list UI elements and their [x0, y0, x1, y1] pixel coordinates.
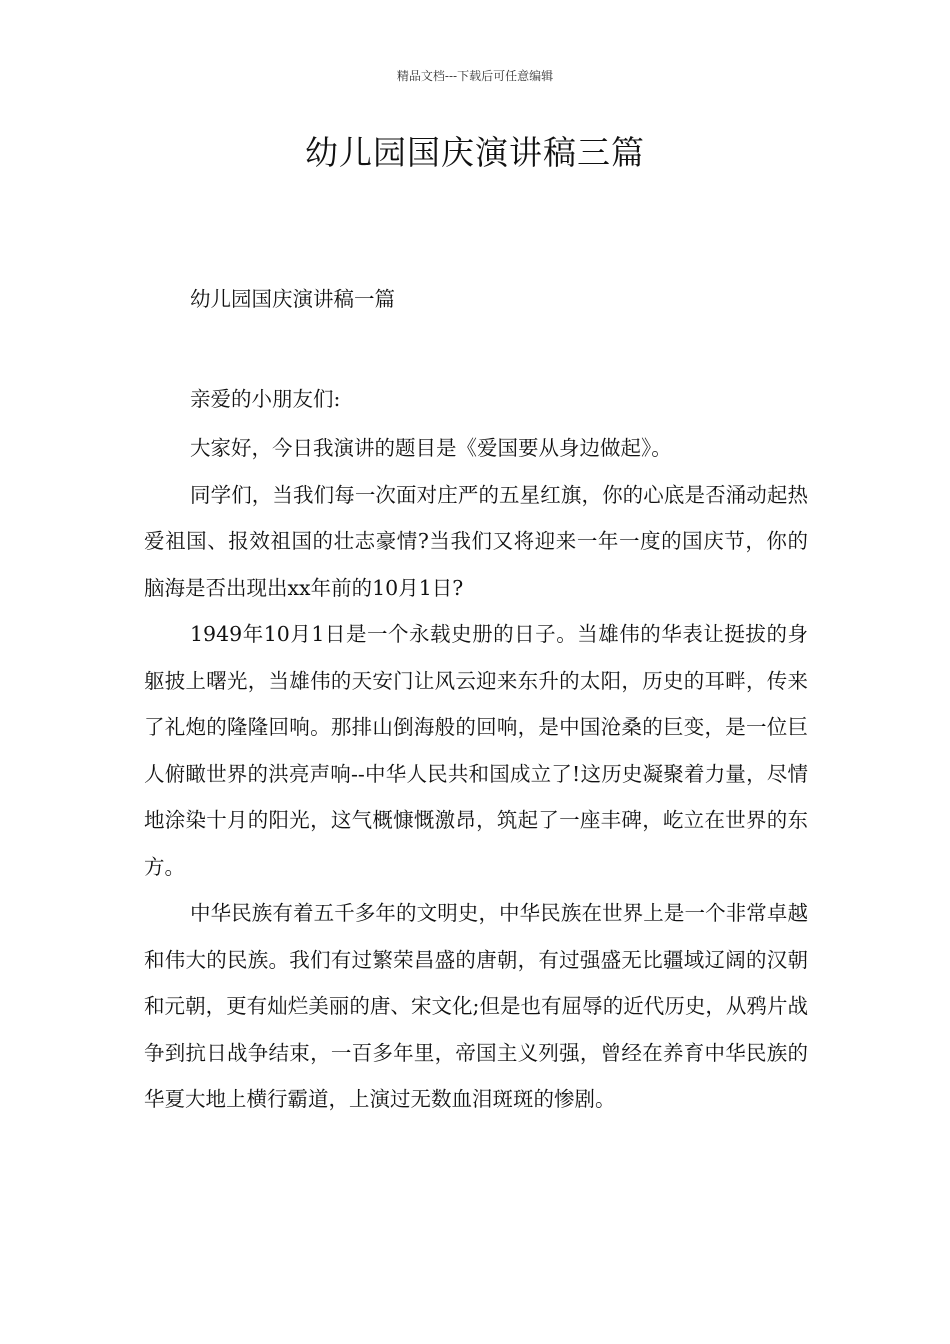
paragraph-history: 中华民族有着五千多年的文明史，中华民族在世界上是一个非常卓越和伟大的民族。我们有过繁荣昌盛的唐朝，有过强盛无比疆域辽阔的汉朝和元朝，更有灿烂美丽的唐、宋文化;但是也有屈辱的近代历史，从鸦片战争到抗日战争结束，一百多年里，帝国主义列强，曾经在养育中华民族的华夏大地上横行霸道，上演过无数血泪斑斑的惨剧。 [144, 901, 808, 1111]
paragraph-1949: 1949年10月1日是一个永载史册的日子。当雄伟的华表让挺拔的身躯披上曙光，当雄伟的天安门让风云迎来东升的太阳，历史的耳畔，传来了礼炮的隆隆回响。那排山倒海般的回响，是中国沧桑的巨变，是一位巨人俯瞰世界的洪亮声响--中华人民共和国成立了!这历史凝聚着力量，尽情地涂染十月的阳光，这气概慷慨激昂，筑起了一座丰碑，屹立在世界的东方。 [144, 622, 808, 879]
running-header: 精品文档---下载后可任意编辑 [396, 69, 554, 83]
section-heading: 幼儿园国庆演讲稿一篇 [190, 287, 395, 311]
body-paragraphs [144, 425, 808, 1123]
paragraph-greeting: 大家好，今日我演讲的题目是《爱国要从身边做起》。 [190, 436, 672, 460]
document-title: 幼儿园国庆演讲稿三篇 [305, 133, 645, 172]
paragraph-flag: 同学们，当我们每一次面对庄严的五星红旗，你的心底是否涌动起热爱祖国、报效祖国的壮志豪情?当我们又将迎来一年一度的国庆节，你的脑海是否出现出xx年前的10月1日? [144, 482, 808, 600]
salutation: 亲爱的小朋友们: [190, 387, 341, 411]
